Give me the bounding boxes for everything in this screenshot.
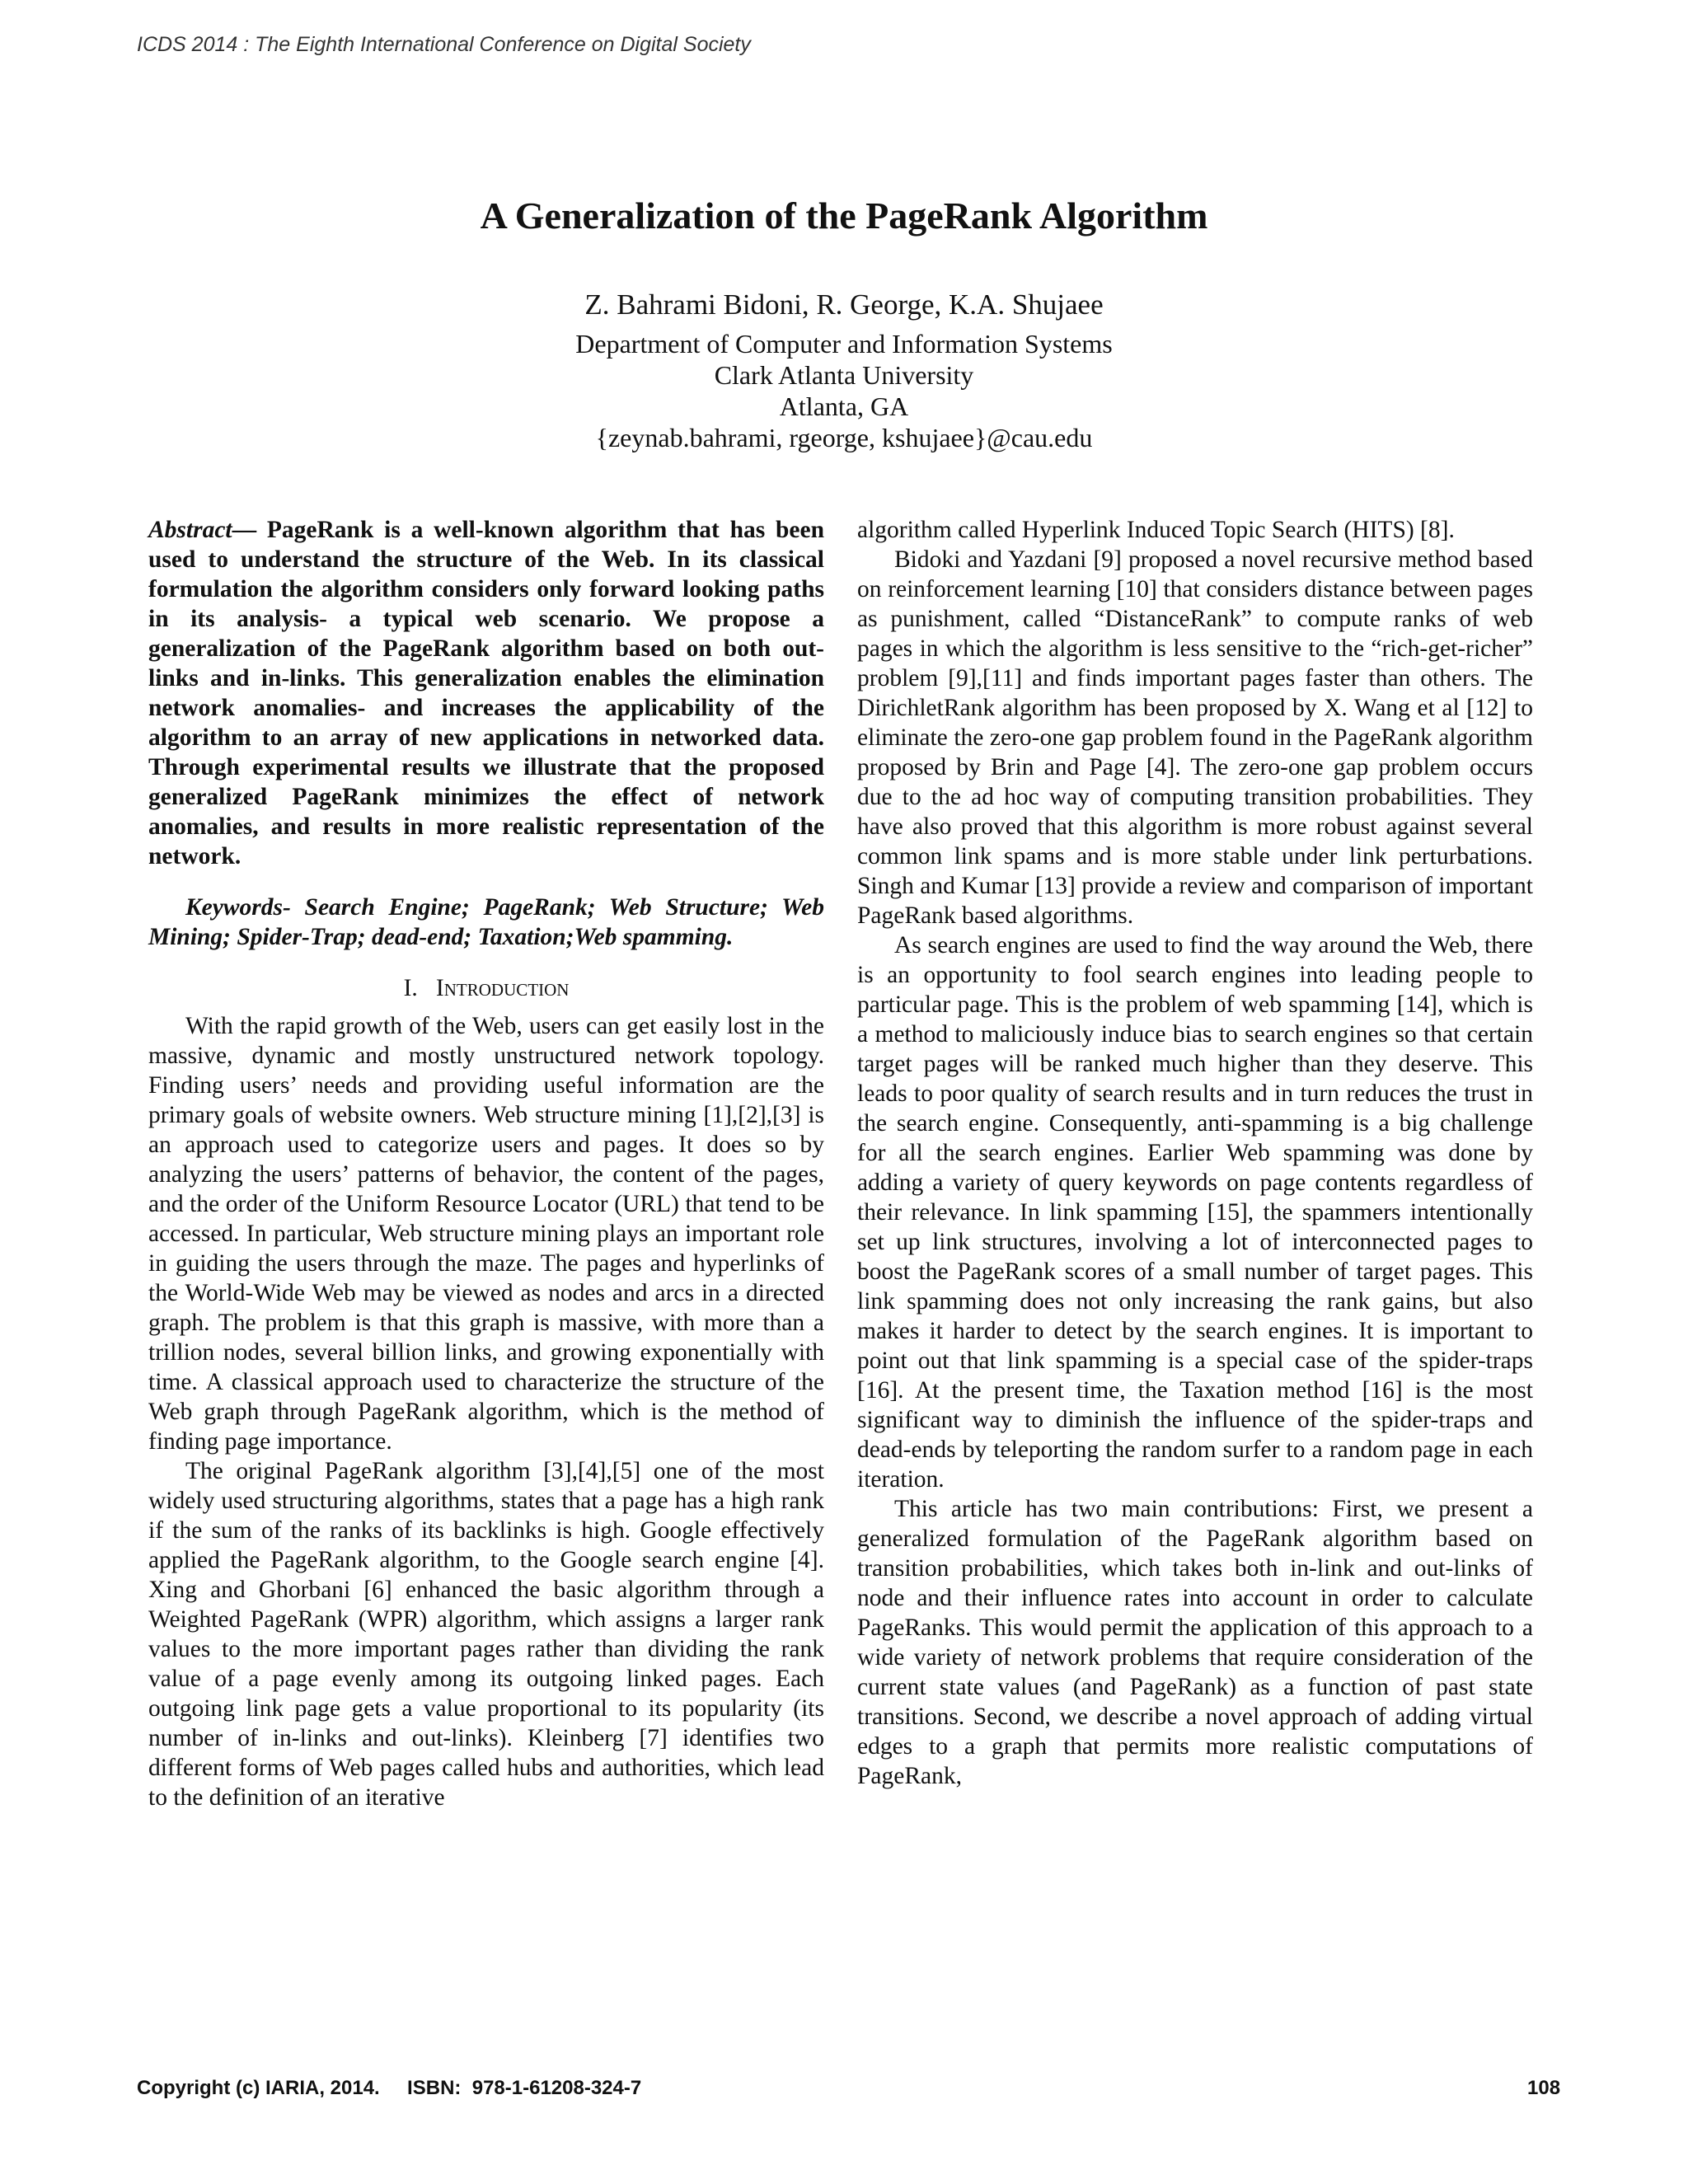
- affiliation-location: Atlanta, GA: [779, 391, 909, 421]
- author-list: Z. Bahrami Bidoni, R. George, K.A. Shujaee: [584, 288, 1104, 321]
- section-title: Introduction: [435, 975, 570, 1001]
- intro-paragraph-2: The original PageRank algorithm [3],[4],[5] one of the most widely used structuring algorithms, states that a page has a high rank if the sum of the ranks of its backlinks is high. Google effectively applied the PageRank algorithm, to the Google search engine [4]. Xing and Ghorbani [6] enhanced the basic algorithm through a Weighted PageRank (WPR) algorithm, which assigns a larger rank values to the more important pages rather than dividing the rank value of a page evenly among its outgoing linked pages. Each outgoing link page gets a value proportional to its popularity (its number of in-links and out-links). Kleinberg [7] identifies two different forms of Web pages called hubs and authorities, which lead to the definition of an iterative: [148, 1458, 824, 1811]
- affiliation-university: Clark Atlanta University: [714, 360, 974, 390]
- intro-paragraph-3: Bidoki and Yazdani [9] proposed a novel recursive method based on reinforcement learning [10] that considers distance between pages as punishment, called “DistanceRank” to compute ranks of web pages in which the algorithm is less sensitive to the “rich-get-richer” problem [9],[11] and finds important pages faster than others. The DirichletRank algorithm has been proposed by X. Wang et al [12] to eliminate the zero-one gap problem found in the PageRank algorithm proposed by Brin and Page [4]. The zero-one gap problem occurs due to the ad hoc way of computing transition probabilities. They have also proved that this algorithm is more robust against several common link spams and is more stable under link perturbations. Singh and Kumar [13] provide a review and comparison of important PageRank based algorithms.: [857, 546, 1533, 929]
- intro-paragraph-4: As search engines are used to find the way around the Web, there is an opportunity to fool search engines into leading people to particular page. This is the problem of web spamming [14], which is a method to maliciously induce bias to search engines so that certain target pages will be ranked much higher than they deserve. This leads to poor quality of search results and in turn reduces the trust in the search engine. Consequently, anti-spamming is a big challenge for all the search engines. Earlier Web spamming was done by adding a variety of query keywords on page contents regardless of their relevance. In link spamming [15], the spammers intentionally set up link structures, involving a lot of interconnected pages to boost the PageRank scores of a small number of target pages. This link spamming does not only increasing the rank gains, but also makes it harder to detect by the search engines. It is important to point out that link spamming is a special case of the spider-traps [16]. At the present time, the Taxation method [16] is the most significant way to diminish the influence of the spider-traps and dead-ends by teleporting the random surfer to a random page in each iteration.: [857, 932, 1533, 1493]
- running-head: ICDS 2014 : The Eighth International Conference on Digital Society: [137, 33, 751, 56]
- left-column: [148, 515, 824, 1812]
- intro-paragraph-1: With the rapid growth of the Web, users can get easily lost in the massive, dynamic and mostly unstructured network topology. Finding users’ needs and providing useful information are the primary goals of website owners. Web structure mining [1],[2],[3] is an approach used to categorize users and pages. It does so by analyzing the users’ patterns of behavior, the content of the pages, and the order of the Uniform Resource Locator (URL) that tend to be accessed. In particular, Web structure mining plays an important role in guiding the users through the maze. The pages and hyperlinks of the World-Wide Web may be viewed as nodes and arcs in a directed graph. The problem is that this graph is massive, with more than a trillion nodes, several billion links, and growing exponentially with time. A classical approach used to characterize the structure of the Web graph through PageRank algorithm, which is the method of finding page importance.: [148, 1013, 824, 1455]
- affiliation-emails: {zeynab.bahrami, rgeorge, kshujaee}@cau.edu: [595, 423, 1093, 452]
- affiliation-department: Department of Computer and Information Systems: [575, 329, 1113, 359]
- page-number: 108: [1527, 2077, 1561, 2099]
- affiliation-block: [0, 328, 1688, 453]
- abstract-text: PageRank is a well-known algorithm that has been used to understand the structure of the Web. In its classical formulation the algorithm considers only forward looking paths in its analysis- a typical web scenario. We propose a generalization of the PageRank algorithm based on both out-links and in-links. This generalization enables the elimination network anomalies- and increases the applicability of the algorithm to an array of new applications in networked data. Through experimental results we illustrate that the proposed generalized PageRank minimizes the effect of network anomalies, and results in more realistic representation of the network.: [148, 517, 824, 869]
- paper-title: A Generalization of the PageRank Algorithm: [480, 194, 1208, 237]
- intro-paragraph-5: This article has two main contributions: First, we present a generalized formulation of the PageRank algorithm based on transition probabilities, which takes both in-link and out-links of node and their influence rates into account in order to calculate PageRanks. This would permit the application of this approach to a wide variety of network problems that require consideration of the current state values (and PageRank) as a function of past state transitions. Second, we describe a novel approach of adding virtual edges to a graph that permits more realistic computations of PageRank,: [857, 1496, 1533, 1789]
- section-heading-introduction: [148, 973, 824, 1003]
- copyright-footer: Copyright (c) IARIA, 2014. ISBN: 978-1-61208-324-7: [137, 2077, 642, 2099]
- abstract-dash: —: [232, 517, 267, 543]
- right-column: [857, 515, 1533, 1791]
- abstract: [148, 515, 824, 871]
- section-number: I.: [403, 975, 418, 1001]
- keywords: Keywords- Search Engine; PageRank; Web Structure; Web Mining; Spider-Trap; dead-end; Taxation;Web spamming.: [148, 894, 824, 950]
- abstract-label: Abstract: [148, 517, 232, 543]
- intro-paragraph-continued: algorithm called Hyperlink Induced Topic Search (HITS) [8].: [857, 517, 1455, 543]
